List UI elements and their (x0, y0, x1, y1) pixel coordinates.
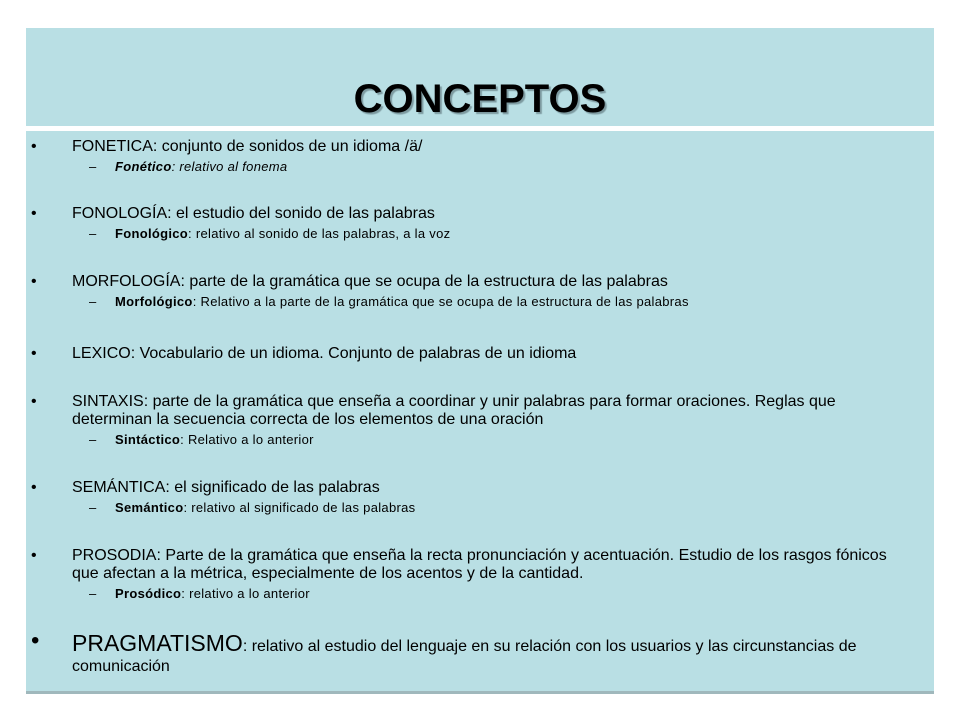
title-band (26, 28, 934, 131)
bullet-icon: • (31, 393, 37, 410)
item-term: SINTAXIS (72, 393, 144, 410)
item-term: FONOLOGÍA (72, 205, 168, 222)
item-definition: : parte de la gramática que se ocupa de la estructura de las palabras (180, 273, 668, 290)
item-definition: : el significado de las palabras (165, 479, 380, 496)
item-term: SEMÁNTICA (72, 479, 166, 496)
dash-icon: – (89, 294, 97, 309)
slide-title: CONCEPTOS (353, 77, 607, 121)
list-item-lexico (26, 345, 906, 363)
item-term: MORFOLOGÍA (72, 273, 181, 290)
bullet-icon: • (31, 345, 37, 362)
bullet-icon: • (31, 479, 37, 496)
sub-term: Prosódico (115, 586, 182, 601)
item-term: FONETICA (72, 138, 153, 155)
item-definition: : Parte de la gramática que enseña la recta pronunciación y acentuación. Estudio de los rasgos fónicos que afectan a la métrica, especialmente de los acentos y de la cantidad. (72, 547, 887, 582)
bullet-icon: • (31, 205, 37, 222)
item-definition: Vocabulario de un idioma. Conjunto de palabras de un idioma (135, 345, 577, 362)
bottom-rule (26, 691, 934, 694)
item-term: PROSODIA (72, 547, 157, 564)
bullet-icon: • (31, 547, 37, 564)
sub-definition: : Relativo a la parte de la gramática que se ocupa de la estructura de las palabras (192, 294, 689, 309)
bullet-icon: • (31, 627, 40, 654)
dash-icon: – (89, 586, 97, 601)
bullet-icon: • (31, 273, 37, 290)
list-item-pragmatismo (26, 627, 906, 677)
list-item-sintaxis (26, 393, 906, 448)
sub-definition: : relativo al fonema (171, 159, 288, 174)
sub-term: Sintáctico (115, 432, 181, 447)
list-item-fonetica (26, 138, 906, 175)
item-definition: : conjunto de sonidos de un idioma /ä/ (152, 138, 423, 155)
item-definition: : parte de la gramática que enseña a coordinar y unir palabras para formar oraciones. Reglas que determinan la secuencia correcta de los elementos de una oración (72, 393, 836, 428)
item-definition: : el estudio del sonido de las palabras (167, 205, 435, 222)
bullet-icon: • (31, 138, 37, 155)
sub-definition: : relativo al sonido de las palabras, a la voz (188, 226, 451, 241)
sub-definition: : Relativo a lo anterior (180, 432, 314, 447)
dash-icon: – (89, 500, 97, 515)
dash-icon: – (89, 226, 97, 241)
sub-term: Morfológico (115, 294, 193, 309)
sub-term: Semántico (115, 500, 184, 515)
bullet-list (26, 131, 934, 691)
slide (26, 28, 934, 694)
list-item-fonologia (26, 205, 906, 242)
list-item-prosodia (26, 547, 906, 602)
list-item-morfologia (26, 273, 906, 310)
list-item-semantica (26, 479, 906, 516)
sub-term: Fonológico (115, 226, 189, 241)
dash-icon: – (89, 159, 97, 174)
sub-term: Fonético (115, 159, 172, 174)
dash-icon: – (89, 432, 97, 447)
item-term: PRAGMATISMO (72, 630, 243, 656)
item-term: LEXICO: (72, 345, 136, 362)
item-definition: : relativo al estudio del lenguaje en su relación con los usuarios y las circunstancias de comunicación (72, 638, 857, 675)
sub-definition: : relativo a lo anterior (181, 586, 310, 601)
sub-definition: : relativo al significado de las palabras (183, 500, 416, 515)
